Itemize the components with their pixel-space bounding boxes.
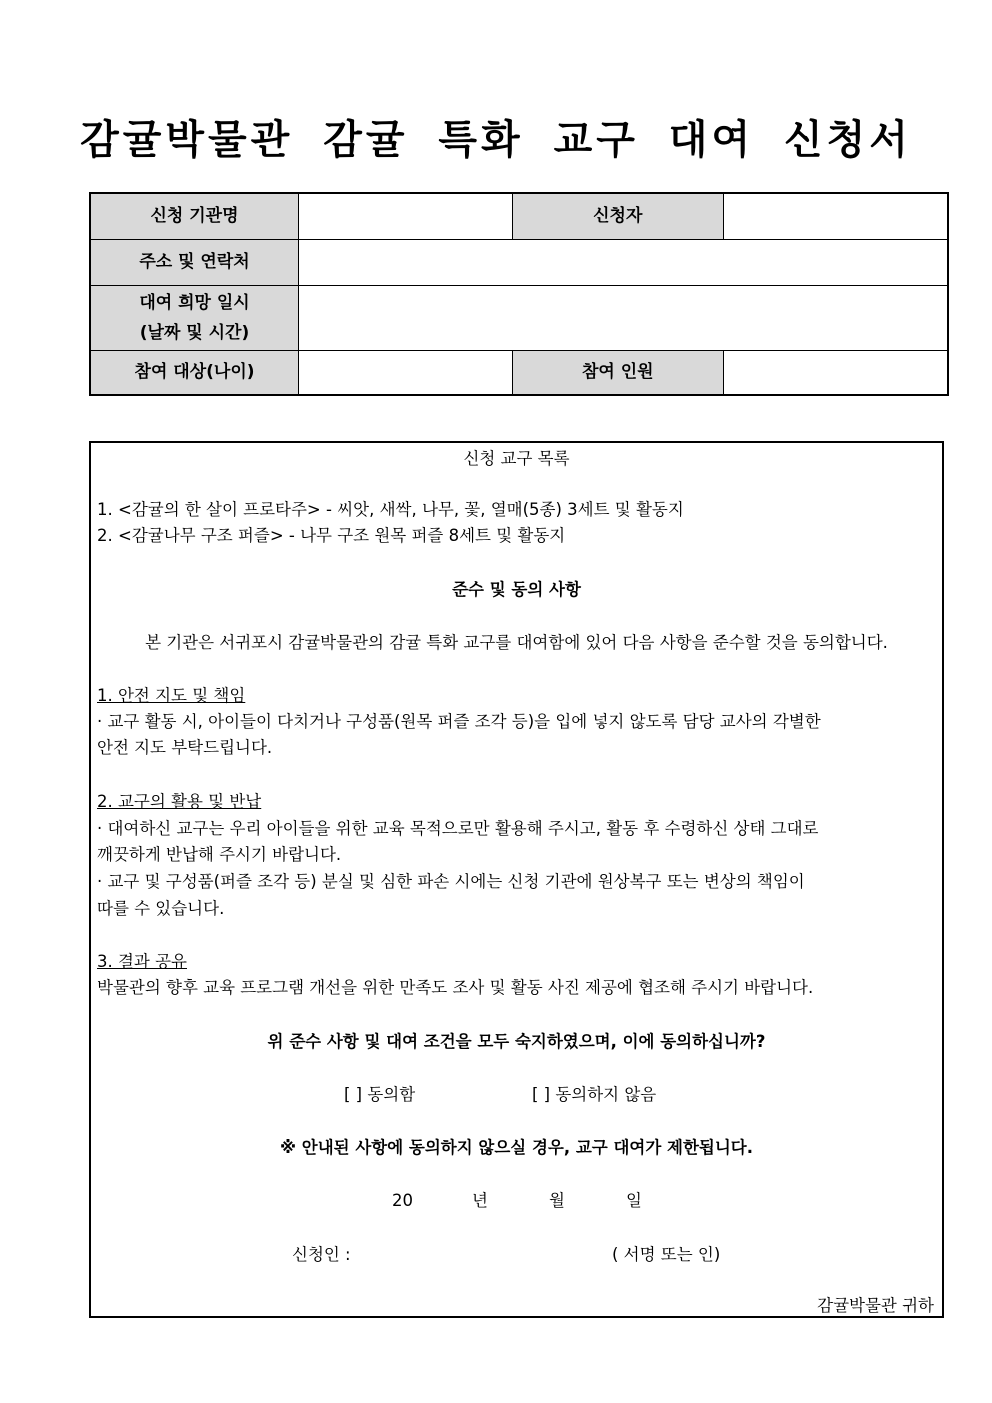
participant-count-field[interactable] bbox=[724, 350, 948, 395]
date-day-unit: 일 bbox=[626, 1191, 642, 1210]
rental-date-field[interactable] bbox=[299, 285, 948, 350]
disagree-option[interactable]: [ ] 동의하지 않음 bbox=[532, 1085, 657, 1104]
section-2-line-4: 따를 수 있습니다. bbox=[97, 899, 225, 918]
rental-date-label-line2: (날짜 및 시간) bbox=[139, 322, 250, 343]
section-2-heading: 2. 교구의 활용 및 반납 bbox=[97, 792, 262, 811]
agreement-box bbox=[89, 441, 944, 1318]
section-2-line-1: · 대여하신 교구는 우리 아이들을 위한 교육 목적으로만 활용해 주시고, 활동 후 수령하신 상태 그대로 bbox=[97, 819, 819, 838]
section-3-heading: 3. 결과 공유 bbox=[97, 952, 187, 971]
section-2-line-3: · 교구 및 구성품(퍼즐 조각 등) 분실 및 심한 파손 시에는 신청 기관에 원상복구 또는 변상의 책임이 bbox=[97, 872, 805, 891]
section-1-line-1: · 교구 활동 시, 아이들이 다치거나 구성품(원목 퍼즐 조각 등)을 입에 넣지 않도록 담당 교사의 각별한 bbox=[97, 712, 821, 731]
page-title: 감귤박물관 감귤 특화 교구 대여 신청서 bbox=[80, 117, 912, 163]
equipment-item-1: 1. <감귤의 한 살이 프로타주> - 씨앗, 새싹, 나무, 꽃, 열매(5종) 3세트 및 활동지 bbox=[97, 500, 684, 519]
signature-hint: ( 서명 또는 인) bbox=[612, 1245, 721, 1264]
section-3-line-1: 박물관의 향후 교육 프로그램 개선을 위한 만족도 조사 및 활동 사진 제공에 협조해 주시기 바랍니다. bbox=[97, 978, 814, 997]
equipment-list-heading: 신청 교구 목록 bbox=[463, 449, 570, 468]
date-month-unit: 월 bbox=[549, 1191, 565, 1210]
contact-field[interactable] bbox=[299, 239, 948, 285]
consent-question: 위 준수 사항 및 대여 조건을 모두 숙지하였으며, 이에 동의하십니까? bbox=[267, 1032, 766, 1051]
section-1-line-2: 안전 지도 부탁드립니다. bbox=[97, 738, 273, 757]
addressee: 감귤박물관 귀하 bbox=[817, 1296, 934, 1315]
contact-label: 주소 및 연락처 bbox=[90, 239, 299, 285]
terms-intro: 본 기관은 서귀포시 감귤박물관의 감귤 특화 교구를 대여함에 있어 다음 사항을 준수할 것을 동의합니다. bbox=[145, 633, 888, 652]
rental-date-label-line1: 대여 희망 일시 bbox=[139, 292, 250, 313]
participant-target-field[interactable] bbox=[299, 350, 512, 395]
org-name-field[interactable] bbox=[299, 193, 512, 239]
terms-heading: 준수 및 동의 사항 bbox=[452, 580, 581, 599]
restriction-notice: ※ 안내된 사항에 동의하지 않으실 경우, 교구 대여가 제한됩니다. bbox=[279, 1138, 753, 1157]
participant-count-label: 참여 인원 bbox=[512, 350, 724, 395]
date-year: 20 bbox=[392, 1191, 413, 1210]
applicant-label: 신청자 bbox=[512, 193, 724, 239]
section-1-heading: 1. 안전 지도 및 책임 bbox=[97, 686, 246, 705]
signer-label: 신청인 : bbox=[292, 1245, 351, 1264]
agree-option[interactable]: [ ] 동의함 bbox=[344, 1085, 416, 1104]
org-name-label: 신청 기관명 bbox=[90, 193, 299, 239]
equipment-item-2: 2. <감귤나무 구조 퍼즐> - 나무 구조 원목 퍼즐 8세트 및 활동지 bbox=[97, 526, 566, 545]
section-2-line-2: 깨끗하게 반납해 주시기 바랍니다. bbox=[97, 845, 342, 864]
participant-target-label: 참여 대상(나이) bbox=[90, 350, 299, 395]
applicant-info-table bbox=[89, 192, 949, 396]
date-year-unit: 년 bbox=[472, 1191, 488, 1210]
rental-date-label bbox=[90, 285, 299, 350]
applicant-field[interactable] bbox=[724, 193, 948, 239]
